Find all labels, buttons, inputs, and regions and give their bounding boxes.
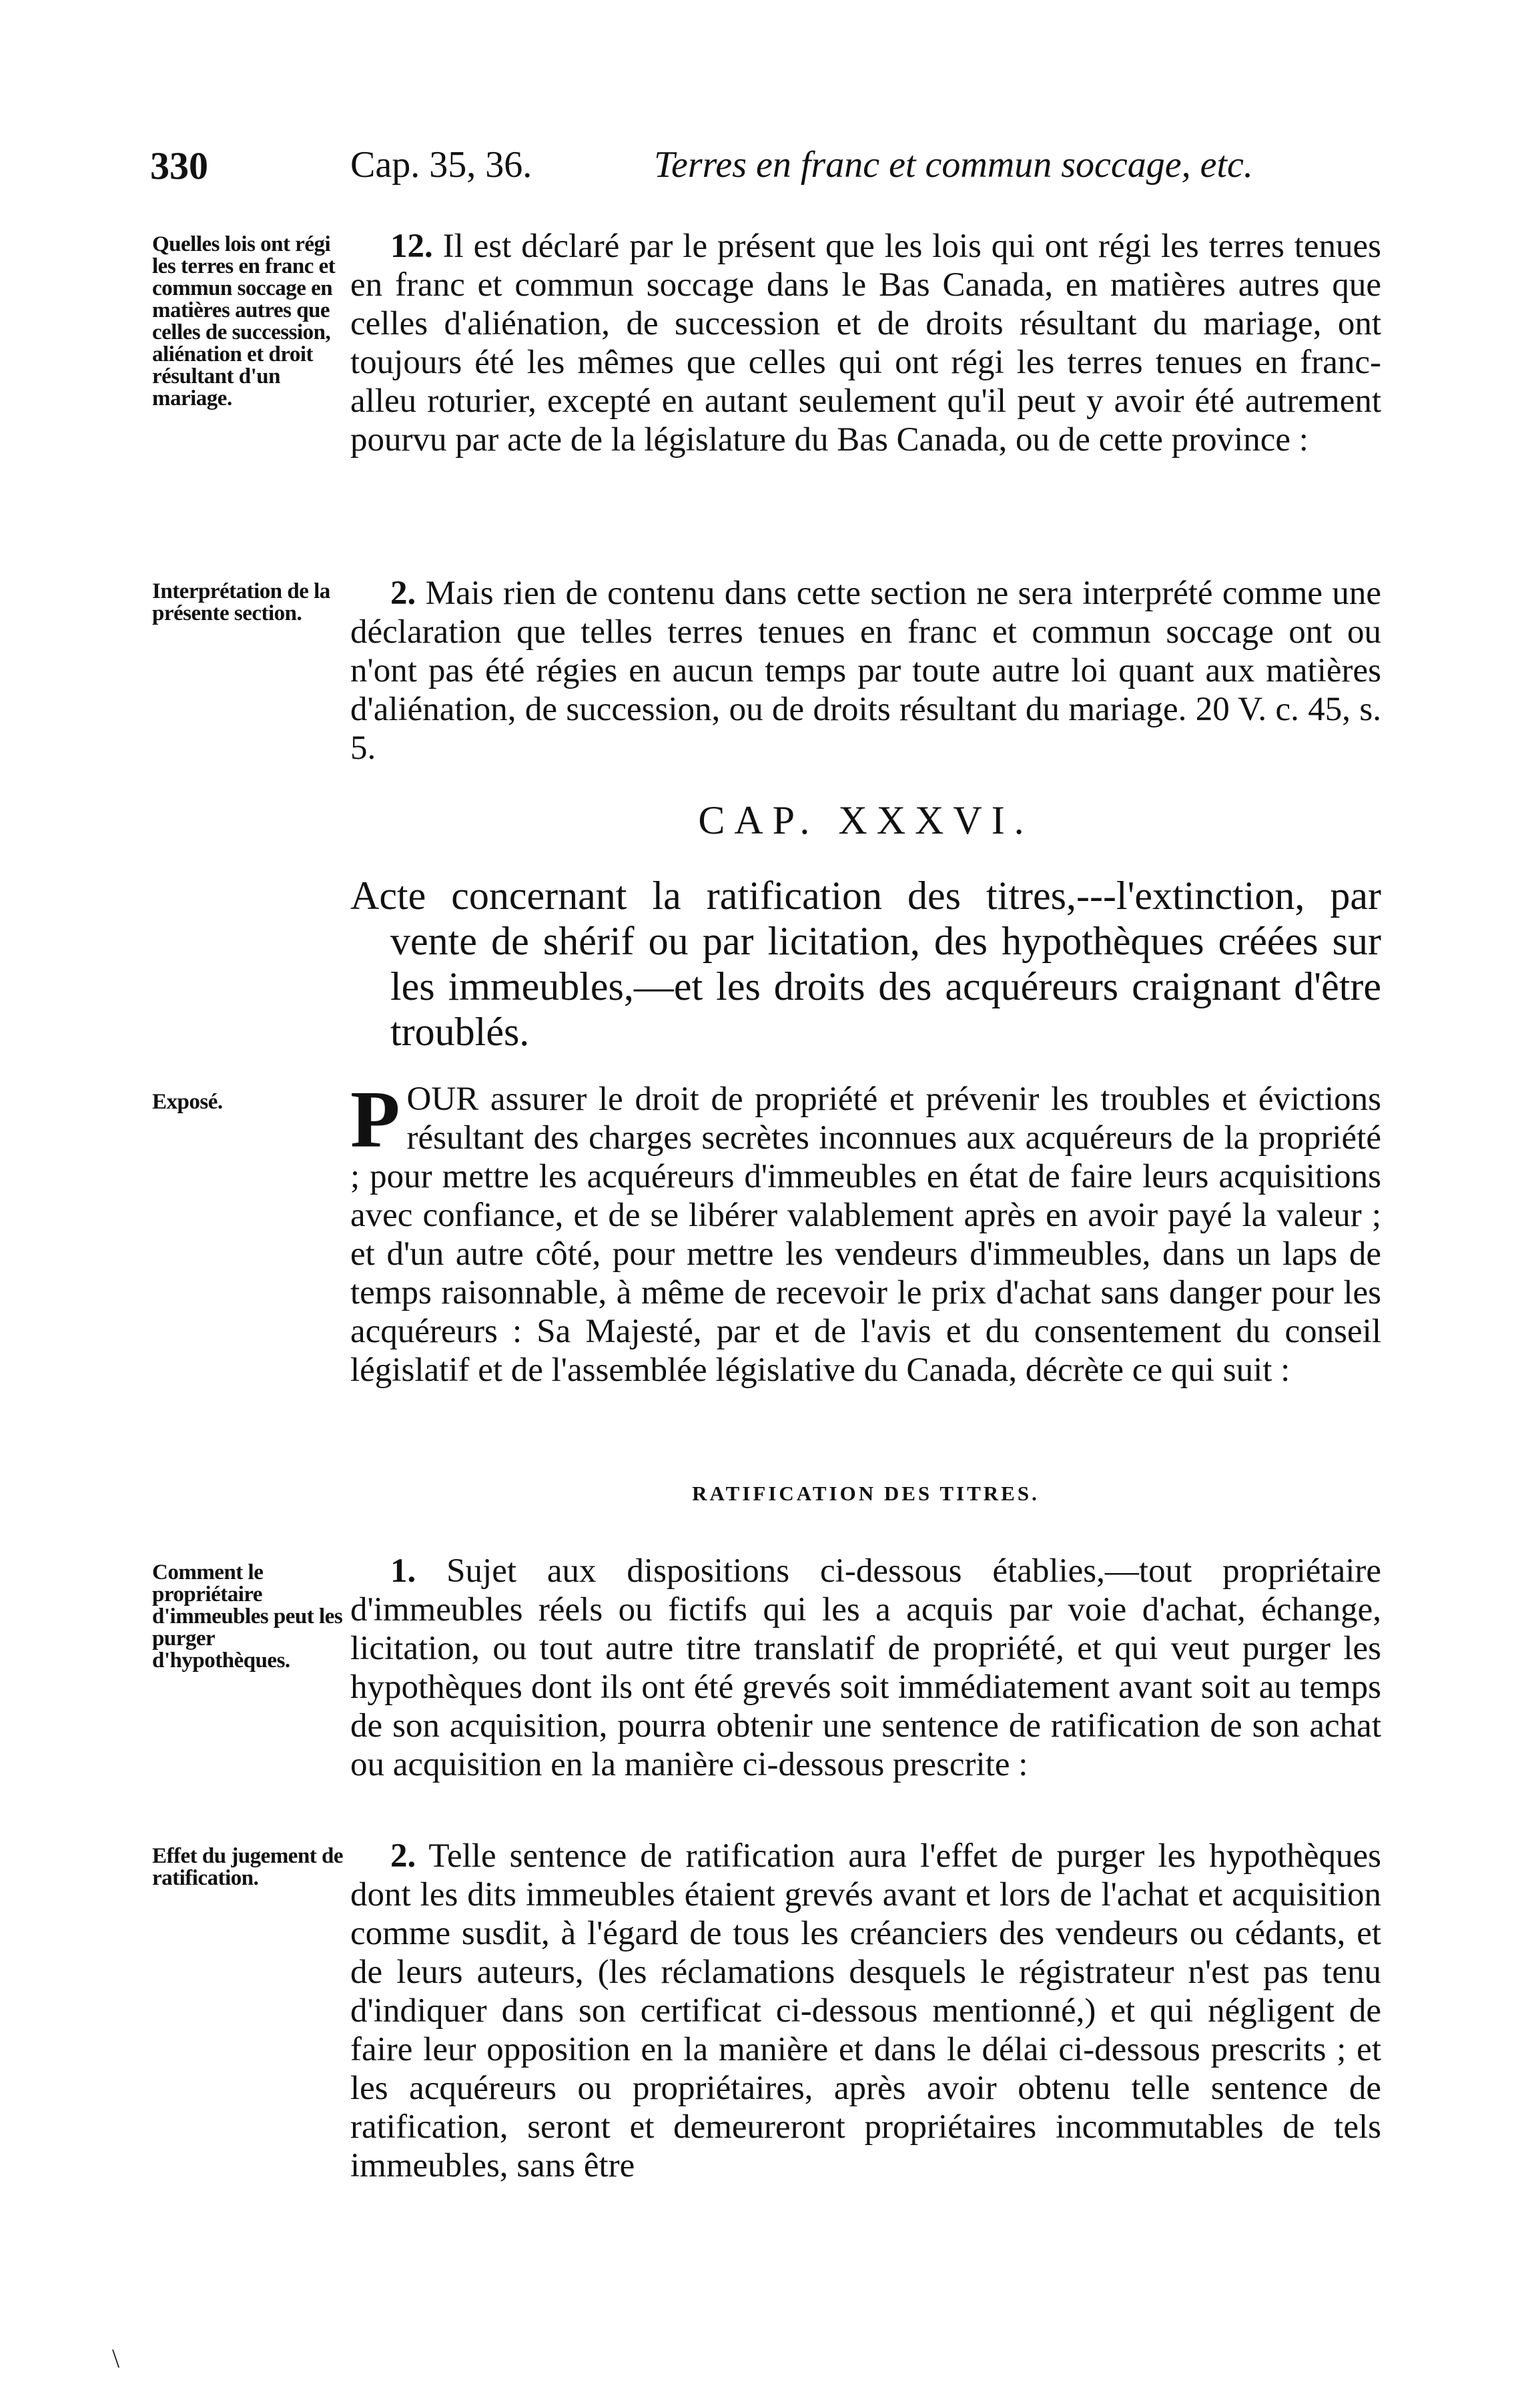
drop-cap: P xyxy=(350,1075,400,1165)
preamble-paragraph xyxy=(350,1075,1381,1390)
act-title: Acte concernant la ratification des titres,---l'extinction, par vente de shérif ou par licitation, des hypothèques créées sur les immeubles,—et les droits des acquéreurs craignant d'être troublés. xyxy=(350,874,1381,1054)
section-number: 2. xyxy=(390,575,416,612)
running-header xyxy=(150,143,1298,204)
section-number: 12. xyxy=(390,228,433,265)
margin-note-section-12: Quelles lois ont régi les terres en franc et commun soccage en matières autres que celles de succession, aliénation et droit résultant d'un mariage. xyxy=(152,232,336,410)
stray-print-mark: \ xyxy=(112,2343,120,2373)
chapter-reference: Cap. 35, 36. xyxy=(350,144,532,186)
article-1-paragraph xyxy=(350,1552,1381,1784)
chapter-heading: CAP. XXXVI. xyxy=(698,798,1034,842)
margin-note-article-2: Effet du jugement de ratification. xyxy=(152,1844,344,1890)
section-heading: RATIFICATION DES TITRES. xyxy=(692,1482,1040,1505)
section-12-paragraph xyxy=(350,227,1381,459)
preamble-text: OUR assurer le droit de propriété et prévenir les troubles et évictions résultant des charges secrètes inconnues aux acquéreurs de la propriété ; pour mettre les acquéreurs d'immeubles en état de faire leurs acquisitions avec confiance, et de se libérer valablement après en avoir payé la valeur ; et d'un autre côté, pour mettre les vendeurs d'immeubles, dans un laps de temps raisonnable, à même de recevoir le prix d'achat sans danger pour les acquéreurs : Sa Majesté, par et de l'avis et du consentement du conseil législatif et de l'assemblée législative du Canada, décrète ce qui suit : xyxy=(350,1081,1381,1389)
article-2-paragraph xyxy=(350,1837,1381,2185)
section-text: Mais rien de contenu dans cette section ne sera interprété comme une déclaration que telles terres tenues en franc et commun soccage ont ou n'ont pas été régies en aucun temps par toute autre loi quant aux matières d'aliénation, de succession, ou de droits résultant du mariage. 20 V. c. 45, s. 5. xyxy=(350,575,1381,767)
margin-note-expose: Exposé. xyxy=(152,1090,223,1114)
article-number: 1. xyxy=(390,1552,416,1590)
margin-note-article-1: Comment le propriétaire d'immeubles peut les purger d'hypothèques. xyxy=(152,1560,343,1673)
running-title: Terres en franc et commun soccage, etc. xyxy=(654,144,1253,186)
section-text: Il est déclaré par le présent que les lois qui ont régi les terres tenues en franc et commun soccage dans le Bas Canada, en matières autres que celles d'aliénation, de succession et de droits résultant du mariage, ont toujours été les mêmes que celles qui ont régi les terres tenues en franc-alleu roturier, excepté en autant seulement qu'il peut y avoir été autrement pourvu par acte de la législature du Bas Canada, ou de cette province : xyxy=(350,228,1381,459)
article-number: 2. xyxy=(390,1837,416,1875)
page-number: 330 xyxy=(150,144,208,188)
article-text: Telle sentence de ratification aura l'effet de purger les hypothèques dont les dits immeubles étaient grevés avant et lors de l'achat et acquisition comme susdit, à l'égard de tous les créanciers des vendeurs ou cédants, et de leurs auteurs, (les réclamations desquels le régistrateur n'est pas tenu d'indiquer dans son certificat ci-dessous mentionné,) et qui négligent de faire leur opposition en la manière et dans le délai ci-dessous prescrits ; et les acquéreurs ou propriétaires, après avoir obtenu telle sentence de ratification, seront et demeureront propriétaires incommutables de tels immeubles, sans être xyxy=(350,1837,1381,2184)
margin-note-interpretation: Interprétation de la présente section. xyxy=(152,579,330,625)
article-text: Sujet aux dispositions ci-dessous établies,—tout propriétaire d'immeubles réels ou fictifs qui les a acquis par voie d'achat, échange, licitation, ou tout autre titre translatif de propriété, et qui veut purger les hypothèques dont ils ont été grevés soit immédiatement avant soit au temps de son acquisition, pourra obtenir une sentence de ratification de son achat ou acquisition en la manière ci-dessous prescrite : xyxy=(350,1552,1382,1783)
section-12-subsection-2 xyxy=(350,574,1381,768)
